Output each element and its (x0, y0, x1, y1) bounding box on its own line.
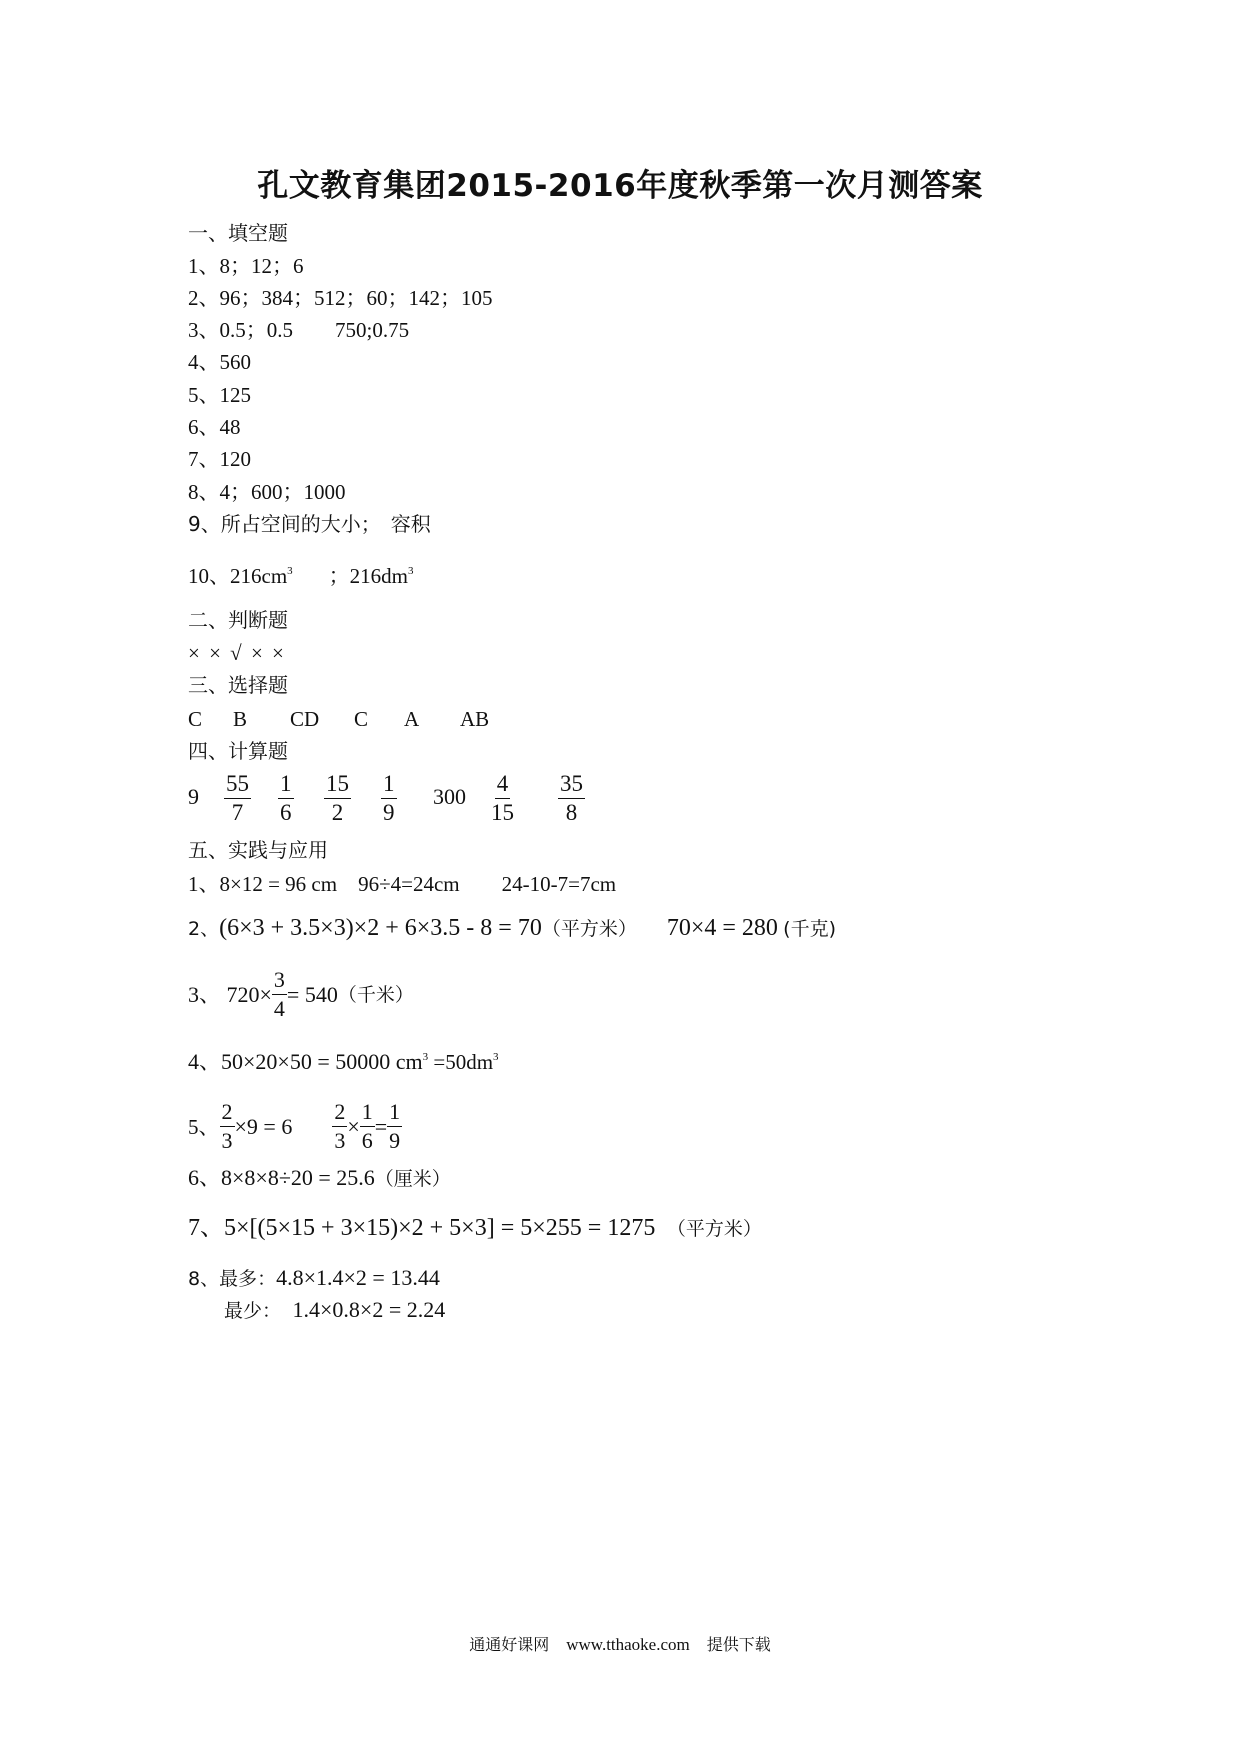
practice-fraction: $\frac{2}{3}$ (334, 1099, 346, 1153)
calc-answer-300: 300 (433, 784, 466, 809)
practice-answer-1: 1、8×12 = 96 cm 96÷4=24cm 24-10-7=7cm (188, 872, 617, 896)
fill-answer-7: 7、120 (188, 447, 251, 471)
exponent: 3 (408, 565, 414, 577)
section-heading-fill: 一、填空题 (188, 221, 288, 245)
practice-answer-2: 2、(6×3 + 3.5×3)×2 + 6×3.5 - 8 = 70（平方米） 70×4 = 280 (千克) (188, 915, 836, 941)
practice-answer-7: 7、5×[(5×15 + 3×15)×2 + 5×3] = 5×255 = 1275 （平方米） (188, 1215, 762, 1241)
calc-fraction: $\frac{4}{15}$ (491, 771, 514, 825)
page-title: 孔文教育集团2015-2016年度秋季第一次月测答案 (257, 168, 983, 204)
calc-fraction: $\frac{35}{8}$ (560, 771, 583, 825)
choice-answer: A (404, 707, 420, 731)
practice-fraction: $\frac{3}{4}$ (273, 967, 285, 1021)
footer: 通通好课网 www.tthaoke.com 提供下载 (469, 1635, 771, 1654)
practice-answer-8-max: 8、最多：4.8×1.4×2 = 13.44 (188, 1265, 440, 1290)
practice-answer-5: 5、 $\frac{2}{3}$ ×9 = 6 $\frac{2}{3}$ × $\frac{1}{6}$ = $\frac{1}{9}$ (188, 1099, 401, 1153)
calc-answer-1: 9 (188, 784, 199, 809)
fill-answer-8: 8、4；600；1000 (188, 480, 346, 504)
fill-answer-1: 1、8；12；6 (188, 254, 304, 278)
fill-answer-2: 2、96；384；512；60；142；105 (188, 286, 493, 310)
choice-answer: CD (290, 707, 320, 731)
choice-answer: C (188, 707, 203, 731)
calc-fraction: $\frac{55}{7}$ (226, 771, 249, 825)
section-heading-calc: 四、计算题 (188, 739, 288, 763)
practice-fraction: $\frac{2}{3}$ (221, 1099, 233, 1153)
choice-answer: C (354, 707, 369, 731)
practice-answer-3: 3、 720× $\frac{3}{4}$ = 540 （千米） (188, 967, 414, 1021)
section-heading-judge: 二、判断题 (188, 608, 288, 632)
fill-answer-10-part2: ；216dm (328, 564, 408, 588)
exponent: 3 (287, 565, 293, 577)
fill-answer-5: 5、125 (188, 383, 251, 407)
practice-fraction: $\frac{1}{6}$ (361, 1099, 373, 1153)
fill-answer-3: 3、0.5；0.5 750;0.75 (188, 318, 410, 342)
choice-answer: B (233, 707, 248, 731)
calc-fraction: $\frac{1}{9}$ (383, 771, 395, 825)
fill-answer-4: 4、560 (188, 350, 251, 374)
practice-fraction: $\frac{1}{9}$ (389, 1099, 401, 1153)
choice-answer: AB (460, 707, 490, 731)
practice-answer-4: 4、50×20×50 = 50000 $cm^3 =50dm^3$ (188, 1049, 499, 1074)
section-heading-choice: 三、选择题 (188, 673, 288, 697)
fill-answer-9: 9、所占空间的大小； 容积 (188, 512, 431, 536)
footer-link[interactable]: www.tthaoke.com (566, 1635, 690, 1654)
practice-answer-8-min: 最少： 1.4×0.8×2 = 2.24 (224, 1297, 446, 1322)
calc-fraction: $\frac{15}{2}$ (326, 771, 349, 825)
calc-fraction: $\frac{1}{6}$ (280, 771, 292, 825)
practice-answer-6: 6、8×8×8÷20 = 25.6（厘米） (188, 1165, 451, 1190)
fill-answer-10-part1: 10、216cm (188, 564, 288, 588)
judge-answers: × × √ × × (188, 641, 286, 665)
fill-answer-6: 6、48 (188, 415, 241, 439)
fill-answer-10 (188, 562, 414, 590)
section-heading-practice: 五、实践与应用 (188, 838, 328, 862)
